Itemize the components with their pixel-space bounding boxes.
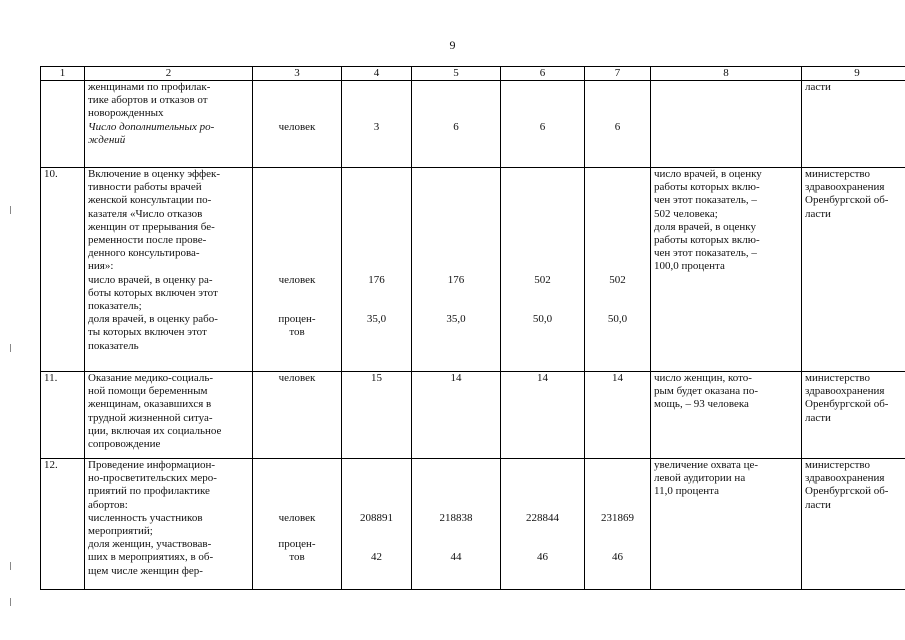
value: 176	[447, 273, 465, 286]
measure-line: ременности после прове-	[88, 234, 207, 247]
header-cell: 7	[585, 67, 651, 81]
value: 50,0	[532, 313, 553, 326]
value-cell	[342, 372, 412, 459]
result-line: работы которых вклю-	[654, 234, 760, 247]
value: 502	[609, 273, 626, 286]
value-cell	[501, 372, 585, 459]
unit-label: тов	[289, 326, 305, 339]
value: 14	[450, 372, 462, 384]
value: 42	[371, 551, 382, 564]
responsible-line: Оренбургской об-	[805, 398, 889, 411]
unit-cell	[253, 459, 342, 590]
header-cell: 1	[41, 67, 85, 81]
measure-line: женщинам, оказавшихся в	[88, 398, 212, 411]
header-cell: 2	[85, 67, 253, 81]
value-cell	[412, 81, 501, 168]
responsible-line: министерство	[805, 168, 871, 180]
value-cell	[501, 459, 585, 590]
measure-line: показатель;	[88, 300, 142, 313]
measure-line: ждений	[88, 133, 126, 146]
measure-line: ты которых включен этот	[88, 326, 207, 339]
unit-cell	[253, 372, 342, 459]
value: 3	[373, 120, 380, 133]
unit-cell	[253, 81, 342, 168]
result-line: работы которых вклю-	[654, 181, 760, 194]
table-row	[41, 459, 905, 590]
value-cell	[412, 168, 501, 372]
measure-line: тивности работы врачей	[88, 181, 202, 194]
measure-line: женщин от прерывания бе-	[88, 220, 215, 233]
value-cell	[585, 459, 651, 590]
measure-line: трудной жизненной ситуа-	[88, 411, 213, 424]
unit-label: человек	[278, 511, 316, 524]
result-cell	[651, 81, 802, 168]
measure-line: число врачей, в оценку ра-	[88, 273, 213, 286]
responsible-line: министерство	[805, 459, 871, 471]
result-line: число женщин, кото-	[654, 372, 752, 384]
measure-line: мероприятий;	[88, 525, 153, 538]
unit-label: человек	[278, 273, 316, 286]
measure-cell	[85, 372, 253, 459]
measure-line: но-просветительских меро-	[88, 472, 217, 485]
row-number-cell: 12.	[41, 459, 85, 590]
result-line: доля врачей, в оценку	[654, 220, 756, 233]
value-cell	[342, 168, 412, 372]
row-number-cell: 10.	[41, 168, 85, 372]
responsible-cell	[802, 459, 905, 590]
responsible-cell	[802, 168, 905, 372]
result-line: 502 человека;	[654, 207, 718, 220]
table-row	[41, 372, 905, 459]
unit-cell	[253, 168, 342, 372]
responsible-line: здравоохранения	[805, 181, 885, 194]
margin-mark	[10, 206, 11, 214]
page-number: 9	[449, 38, 456, 52]
measure-line: сопровождение	[88, 438, 161, 451]
result-line: рым будет оказана по-	[654, 385, 758, 398]
value: 6	[539, 120, 546, 133]
measure-line: Включение в оценку эффек-	[88, 168, 221, 180]
result-cell	[651, 372, 802, 459]
value-cell	[342, 81, 412, 168]
result-line: чен этот показатель, –	[654, 247, 757, 260]
value: 35,0	[366, 313, 387, 326]
result-line: увеличение охвата це-	[654, 459, 759, 471]
value-cell	[412, 459, 501, 590]
header-cell: 4	[342, 67, 412, 81]
responsible-line: ласти	[805, 207, 831, 220]
value: 14	[537, 372, 548, 384]
unit-label: процен-	[278, 538, 316, 551]
value: 208891	[360, 511, 393, 524]
measure-line: женской консультации по-	[88, 194, 212, 207]
result-cell	[651, 459, 802, 590]
measure-line: Проведение информацион-	[88, 459, 216, 471]
responsible-line: Оренбургской об-	[805, 485, 889, 498]
row-number-cell	[41, 81, 85, 168]
margin-mark	[10, 562, 11, 570]
measure-line: Число дополнительных ро-	[88, 120, 215, 133]
result-line: чен этот показатель, –	[654, 194, 757, 207]
value-cell	[501, 168, 585, 372]
value: 44	[450, 551, 462, 564]
table-row	[41, 81, 905, 168]
measure-line: щем числе женщин фер-	[88, 564, 203, 577]
value: 176	[368, 273, 385, 286]
measure-line: абортов:	[88, 498, 128, 511]
value-cell	[585, 372, 651, 459]
value: 502	[534, 273, 551, 286]
value-cell	[585, 168, 651, 372]
measure-line: доля женщин, участвовав-	[88, 538, 212, 551]
measure-line: женщинами по профилак-	[88, 81, 211, 93]
value: 35,0	[446, 313, 466, 326]
measure-line: доля врачей, в оценку рабо-	[88, 313, 218, 326]
measure-cell	[85, 168, 253, 372]
responsible-line: ласти	[805, 81, 831, 93]
value: 218838	[439, 511, 473, 524]
row-number-cell: 11.	[41, 372, 85, 459]
responsible-cell	[802, 372, 905, 459]
measure-line: новорожденных	[88, 107, 164, 120]
value-cell	[501, 81, 585, 168]
margin-mark	[10, 344, 11, 352]
header-row	[41, 67, 905, 81]
measure-cell	[85, 459, 253, 590]
responsible-line: здравоохранения	[805, 472, 885, 485]
unit-label: тов	[289, 551, 305, 564]
measure-line: численность участников	[88, 511, 203, 524]
unit-label: человек	[278, 120, 316, 133]
measure-line: приятий по профилактике	[88, 485, 210, 498]
unit-label: процен-	[278, 313, 316, 326]
measure-line: ной помощи беременным	[88, 385, 208, 398]
header-cell: 6	[501, 67, 585, 81]
value: 6	[453, 120, 459, 133]
table-row	[41, 168, 905, 372]
measures-table	[40, 66, 905, 590]
measure-line: ции, включая их социальное	[88, 424, 222, 437]
measure-line: боты которых включен этот	[88, 286, 218, 299]
header-cell: 3	[253, 67, 342, 81]
measure-line: Оказание медико-социаль-	[88, 372, 214, 384]
value: 228844	[526, 511, 559, 524]
value: 50,0	[607, 313, 628, 326]
value: 6	[614, 120, 621, 133]
value: 46	[612, 551, 623, 564]
measure-line: денного консультирова-	[88, 247, 200, 260]
value-cell	[585, 81, 651, 168]
value-cell	[412, 372, 501, 459]
measure-line: ния»:	[88, 260, 114, 273]
measure-line: тике абортов и отказов от	[88, 94, 208, 107]
result-cell	[651, 168, 802, 372]
unit-label: человек	[278, 372, 316, 384]
header-cell: 8	[651, 67, 802, 81]
measure-line: показатель	[88, 339, 139, 352]
result-line: 11,0 процента	[654, 485, 719, 498]
header-cell: 5	[412, 67, 501, 81]
result-line: число врачей, в оценку	[654, 168, 762, 180]
responsible-line: ласти	[805, 411, 831, 424]
header-cell: 9	[802, 67, 905, 81]
measure-line: ших в мероприятиях, в об-	[88, 551, 214, 564]
measure-cell	[85, 81, 253, 168]
responsible-line: ласти	[805, 498, 831, 511]
responsible-cell	[802, 81, 905, 168]
value: 14	[612, 372, 623, 384]
responsible-line: здравоохранения	[805, 385, 885, 398]
margin-mark	[10, 598, 11, 606]
measure-line: казателя «Число отказов	[88, 207, 203, 220]
responsible-line: Оренбургской об-	[805, 194, 889, 207]
value: 15	[371, 372, 382, 384]
value: 46	[537, 551, 548, 564]
result-line: левой аудитории на	[654, 472, 746, 485]
value: 231869	[601, 511, 634, 524]
result-line: мощь, – 93 человека	[654, 398, 749, 411]
result-line: 100,0 процента	[654, 260, 725, 273]
responsible-line: министерство	[805, 372, 871, 384]
value-cell	[342, 459, 412, 590]
